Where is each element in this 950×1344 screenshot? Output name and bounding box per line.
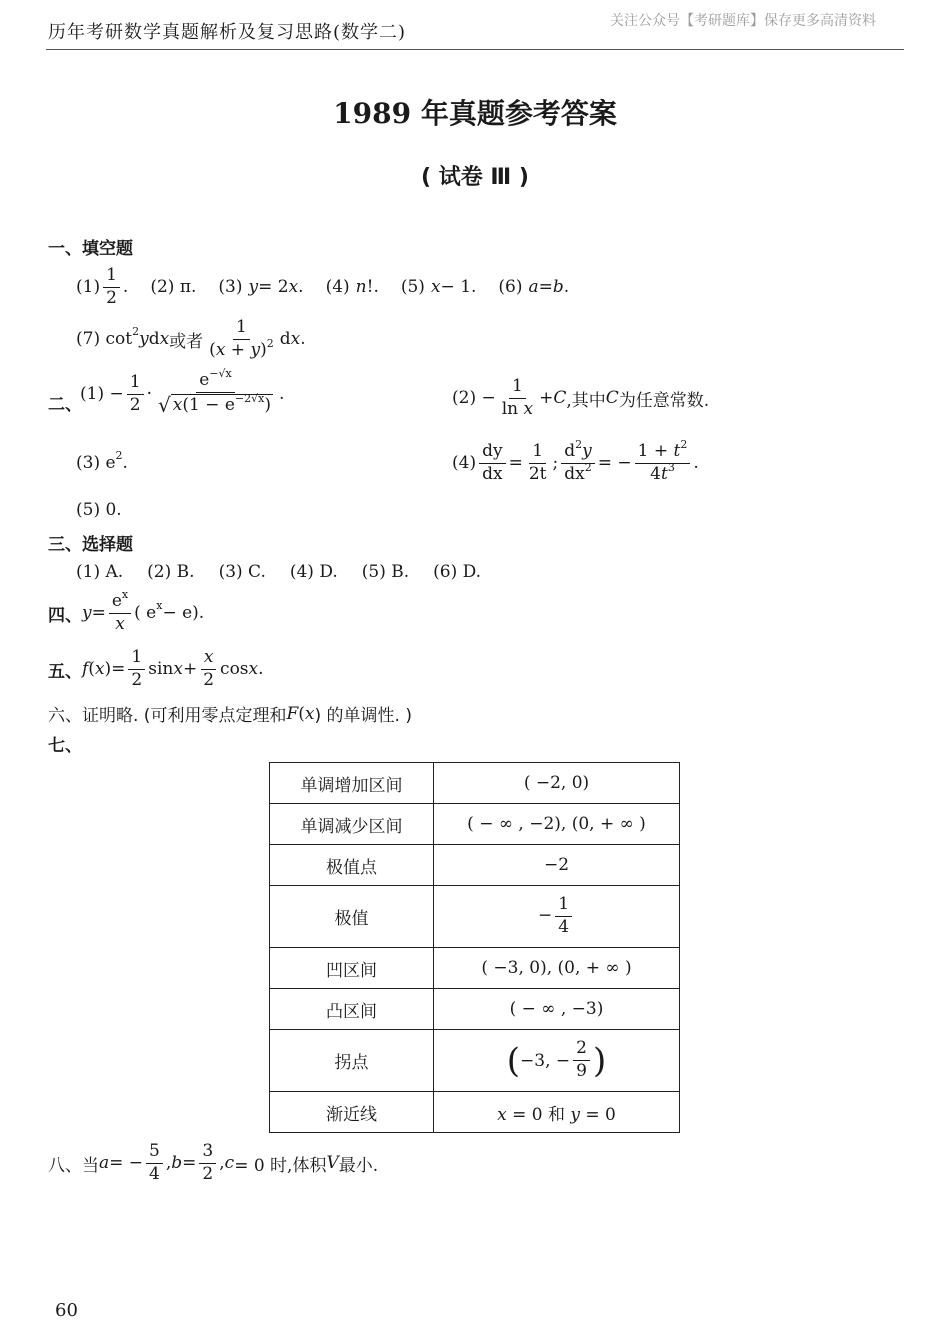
text: ( e — [134, 603, 157, 624]
calc-1-label: (1) − — [80, 384, 124, 405]
frac-den: 2 — [202, 1163, 214, 1184]
var-y: y — [582, 441, 592, 461]
choice-2: (2) B. — [147, 562, 195, 582]
section-four-heading: 四、 — [48, 605, 82, 626]
sup: 2 — [584, 460, 592, 474]
table-cell-value: ( − ∞ , −3) — [434, 989, 680, 1030]
choice-1: (1) A. — [76, 562, 124, 582]
var-a: a — [99, 1153, 110, 1174]
calc-answer-1 — [80, 367, 285, 418]
var-y: y — [82, 603, 92, 624]
punct: . — [258, 659, 264, 680]
table-row — [270, 1092, 680, 1133]
fill-1-fraction — [103, 266, 120, 308]
page-title: 1989 年真题参考答案 — [333, 97, 617, 130]
five-fraction-a — [128, 648, 145, 690]
table-cell-label: 单调减少区间 — [270, 804, 434, 845]
var-b: b — [171, 1153, 183, 1174]
calc-4-fraction-a — [479, 442, 506, 484]
calc-4-fraction-d — [635, 438, 691, 484]
frac-den: 4 — [149, 1163, 160, 1184]
frac-den — [499, 399, 536, 420]
frac-den: dx — [482, 463, 503, 484]
text: −3, − — [520, 1050, 571, 1071]
calc-1-fraction-b — [155, 367, 276, 418]
choice-6: (6) D. — [433, 562, 482, 582]
fill-3-label: (3) — [218, 277, 243, 298]
frac-num: x — [201, 648, 217, 670]
section-five-heading: 五、 — [48, 661, 82, 682]
table-row — [270, 804, 680, 845]
section-choice-heading: 三、选择题 — [48, 535, 133, 555]
answer-six — [48, 701, 412, 726]
text: dx — [564, 463, 585, 484]
var-x: x — [304, 703, 315, 724]
table-cell-label: 单调增加区间 — [270, 763, 434, 804]
text: ) 的单调性. ) — [314, 706, 412, 726]
frac-den: 9 — [576, 1061, 587, 1081]
var-a: a — [528, 277, 539, 298]
table-cell-value: ( −3, 0), (0, + ∞ ) — [434, 948, 680, 989]
calc-answer-2 — [452, 377, 709, 419]
calc-2-fraction — [499, 377, 536, 419]
big-paren: ( — [506, 1040, 521, 1081]
text: 4 — [650, 463, 661, 484]
section-six-text: 六、证明略. (可利用零点定理和 — [48, 706, 287, 726]
table-row — [270, 1030, 680, 1092]
section-eight-text: 八、当 — [48, 1155, 99, 1176]
fill-2: (2) π. — [150, 277, 197, 298]
text: e — [111, 591, 122, 611]
calc-1-fraction-a — [127, 373, 144, 415]
frac-num: 1 — [128, 648, 145, 670]
section-fill-in-heading: 一、填空题 — [48, 239, 133, 259]
text: ) — [104, 659, 112, 680]
text: = — [182, 1153, 197, 1174]
text: ,其中 — [566, 390, 606, 411]
var-V: V — [326, 1153, 339, 1174]
table-cell-label: 凸区间 — [270, 989, 434, 1030]
calc-2-label: (2) − — [452, 388, 496, 409]
text: d — [564, 441, 576, 461]
fill-answers-row1 — [76, 266, 569, 308]
sup: 2 — [115, 448, 123, 462]
frac-num: 3 — [199, 1142, 216, 1164]
section-seven-heading: 七、 — [48, 736, 82, 756]
text: 1 + — [637, 441, 674, 461]
text: = 0 和 — [506, 1104, 571, 1125]
frac-den: 2 — [129, 394, 141, 415]
text: d — [279, 329, 291, 350]
radical — [157, 391, 273, 418]
text: − 1. — [440, 277, 477, 298]
frac-den: 2 — [131, 669, 143, 690]
inflection-fraction — [573, 1039, 590, 1081]
table-cell-label: 极值 — [270, 886, 434, 948]
text: = — [91, 603, 106, 624]
var-c: C — [553, 388, 567, 409]
punct: . — [298, 277, 304, 298]
text: + — [225, 339, 251, 360]
var-t: t — [673, 441, 681, 461]
text: = — [508, 453, 523, 474]
radical-sign: √ — [157, 393, 171, 418]
sup: −2√x — [234, 391, 265, 405]
var-y: y — [570, 1104, 580, 1125]
table-cell-label: 渐近线 — [270, 1092, 434, 1133]
page-number: 60 — [55, 1300, 78, 1321]
five-fraction-b — [200, 648, 217, 690]
four-fraction — [109, 588, 131, 634]
table-row — [270, 886, 680, 948]
fill-6-label: (6) — [498, 277, 523, 298]
text: d — [148, 329, 160, 350]
text: + — [182, 659, 198, 680]
eight-fraction-a — [146, 1142, 163, 1184]
table-cell-label: 凹区间 — [270, 948, 434, 989]
var-x: x — [497, 1104, 507, 1125]
var-x: x — [159, 329, 170, 350]
table-row — [270, 845, 680, 886]
choice-4: (4) D. — [289, 562, 338, 582]
function-properties-table — [269, 762, 680, 1133]
var-c: c — [224, 1153, 235, 1174]
sup: 2 — [575, 438, 583, 451]
table-cell-value — [434, 886, 680, 948]
sup: 2 — [132, 324, 140, 338]
frac-den: x — [115, 613, 125, 634]
frac-den: 2t — [528, 463, 547, 484]
fill-7-fraction — [206, 318, 277, 360]
text: 为任意常数. — [618, 390, 710, 411]
frac-den: 2 — [106, 287, 117, 308]
text: = − — [597, 453, 632, 474]
watermark-note: 关注公众号【考研题库】保存更多高清资料 — [610, 13, 876, 29]
text: − — [537, 906, 553, 926]
calc-4-label: (4) — [452, 453, 477, 474]
sup: 3 — [667, 460, 675, 474]
text: ( — [298, 703, 305, 724]
table-cell-value: ( − ∞ , −2), (0, + ∞ ) — [434, 804, 680, 845]
text: , — [219, 1153, 225, 1174]
calc-answer-4 — [452, 438, 699, 484]
eight-fraction-b — [199, 1142, 216, 1184]
table-cell-value: ( −2, 0) — [434, 763, 680, 804]
answer-five — [48, 648, 264, 690]
page-subtitle: ( 试卷 Ⅲ ) — [421, 165, 529, 190]
fill-7-label: (7) cot — [76, 329, 133, 350]
var-b: b — [552, 277, 564, 298]
text: ln — [501, 398, 524, 419]
sup: 2 — [266, 336, 274, 350]
frac-num: 1 — [233, 318, 250, 340]
frac-num: 1 — [127, 373, 144, 395]
fill-4-label: (4) — [325, 277, 350, 298]
text: = — [111, 659, 126, 680]
sup: x — [156, 598, 163, 612]
frac-num — [196, 367, 235, 393]
table-cell-value — [434, 1030, 680, 1092]
choice-answers — [76, 562, 481, 582]
var-t: t — [660, 463, 668, 484]
text: (1 − e — [182, 394, 235, 415]
text: , — [165, 1153, 172, 1174]
frac-num — [109, 588, 131, 614]
var-c: C — [605, 388, 619, 409]
var-x: x — [215, 339, 226, 360]
frac-den — [206, 336, 277, 361]
text: cos — [220, 659, 249, 680]
table-row — [270, 763, 680, 804]
text: = 2 — [258, 277, 289, 298]
text: − e). — [162, 603, 205, 624]
text: e — [199, 370, 210, 390]
fill-1-label: (1) — [76, 277, 101, 298]
table-cell-value: −2 — [434, 845, 680, 886]
frac-den — [155, 393, 276, 418]
punct: . — [300, 329, 306, 350]
text: ) — [264, 394, 271, 415]
var-y: y — [250, 339, 261, 360]
frac-den: 2 — [203, 669, 215, 690]
table-cell-value — [434, 1092, 680, 1133]
text: = — [538, 277, 553, 298]
table-cell-label: 极值点 — [270, 845, 434, 886]
var-y: y — [139, 329, 149, 350]
calc-answer-5: (5) 0. — [76, 500, 122, 520]
frac-num — [635, 438, 691, 464]
var-n: n — [355, 277, 367, 298]
var-x: x — [94, 659, 105, 680]
punct: !. — [366, 277, 379, 298]
var-x: x — [248, 659, 259, 680]
frac-den — [647, 460, 678, 485]
big-paren: ) — [592, 1040, 607, 1081]
text: sin — [148, 659, 174, 680]
answer-eight — [48, 1142, 378, 1184]
var-F: F — [286, 703, 299, 724]
frac-den: 4 — [558, 917, 570, 937]
text: ) — [260, 339, 267, 360]
frac-num: 5 — [146, 1142, 163, 1164]
punct: . — [122, 277, 129, 298]
text: + — [539, 388, 554, 409]
text: ( — [88, 659, 95, 680]
frac-den — [561, 460, 594, 485]
frac-num: 1 — [529, 442, 546, 464]
text: 或者 — [169, 331, 204, 352]
table-cell-label: 拐点 — [270, 1030, 434, 1092]
frac-num: 1 — [103, 266, 120, 288]
fill-5-label: (5) — [400, 277, 425, 298]
sup: x — [121, 588, 129, 601]
text: ( — [209, 339, 216, 360]
frac-num: 2 — [573, 1039, 590, 1061]
var-x: x — [290, 329, 301, 350]
calc-4-fraction-c — [561, 438, 595, 484]
var-f: f — [82, 659, 89, 680]
text: 最小. — [338, 1155, 379, 1176]
dot-operator: · — [146, 384, 152, 405]
header-rule — [46, 49, 904, 50]
frac-num: dy — [479, 442, 506, 464]
section-calc-heading: 二、 — [48, 395, 82, 415]
choice-3: (3) C. — [218, 562, 266, 582]
frac-num: 1 — [555, 895, 572, 917]
var-x: x — [288, 277, 299, 298]
var-x: x — [172, 394, 183, 415]
text: = 0 — [580, 1104, 616, 1125]
table-row — [270, 989, 680, 1030]
text: = − — [109, 1153, 144, 1174]
text: = 0 时,体积 — [234, 1155, 327, 1176]
fill-answer-7 — [76, 318, 306, 360]
table-row — [270, 948, 680, 989]
punct: . — [278, 384, 285, 405]
radical-body — [171, 391, 273, 416]
calc-4-fraction-b — [526, 442, 550, 484]
var-x: x — [173, 659, 183, 680]
sup: −√x — [209, 367, 232, 380]
var-x: x — [430, 277, 441, 298]
sup: 2 — [680, 438, 688, 451]
choice-5: (5) B. — [361, 562, 410, 582]
punct: . — [693, 453, 699, 474]
var-y: y — [248, 277, 259, 298]
calc-answer-3 — [76, 448, 128, 473]
frac-num: 1 — [509, 377, 526, 399]
answer-four — [48, 588, 205, 634]
punct: . — [122, 453, 128, 473]
punct: ; — [552, 453, 559, 474]
var-x: x — [523, 398, 534, 419]
calc-3-label: (3) e — [76, 453, 116, 473]
punct: . — [563, 277, 570, 298]
extremum-fraction — [555, 895, 572, 937]
running-header: 历年考研数学真题解析及复习思路(数学二) — [48, 22, 407, 43]
